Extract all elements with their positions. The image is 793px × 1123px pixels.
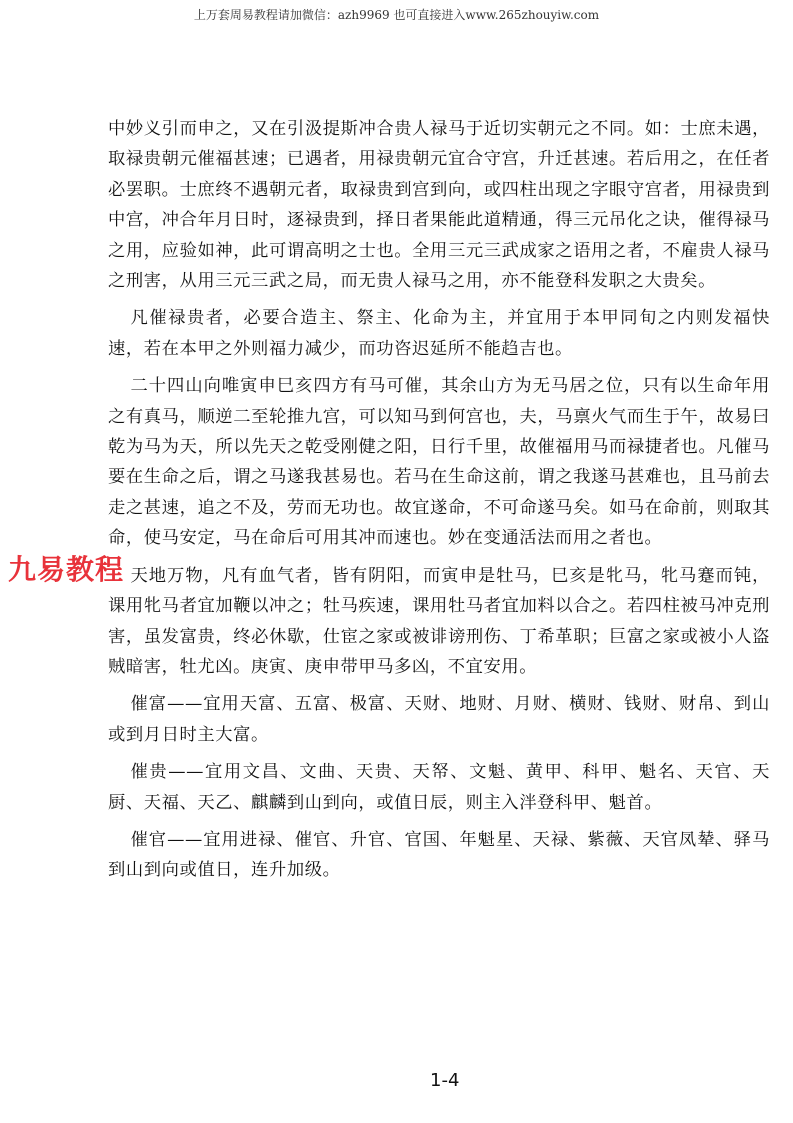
- paragraph-3: 二十四山向唯寅申巳亥四方有马可催，其余山方为无马居之位，只有以生命年用之有真马，顺逆二至轮推九宫，可以知马到何宫也，夫，马禀火气而生于午，故易曰乾为马为天，所以先天之乾受刚健之阳，日行千里，故催福用马而禄捷者也。凡催马要在生命之后，谓之马遂我甚易也。若马在生命这前，谓之我遂马甚难也，且马前去走之甚速，追之不及，劳而无功也。故宜遂命，不可命遂马矣。如马在命前，则取其命，使马安定，马在命后可用其冲而速也。妙在变通活法而用之者也。: [108, 376, 770, 549]
- page-number: 1-4: [430, 1070, 460, 1091]
- paragraph-7: 催官——宜用进禄、催官、升官、官国、年魁星、天禄、紫薇、天官凤辇、驿马到山到向或值日，连升加级。: [108, 829, 770, 881]
- paragraph-2: 凡催禄贵者，必要合造主、祭主、化命为主，并宜用于本甲同旬之内则发福快速，若在本甲之外则福力减少，而功咨迟延所不能趋吉也。: [108, 308, 770, 359]
- paragraph-4: 天地万物，凡有血气者，皆有阴阳，而寅申是牡马，巳亥是牝马，牝马蹇而钝，课用牝马者宜加鞭以冲之；牡马疾速，课用牡马者宜加料以合之。若四柱被马冲克刑害，虽发富贵，终必休歇，仕宦之家或被诽谤刑伤、丁希革职；巨富之家或被小人盗贼暗害，牡尤凶。庚寅、庚申带甲马多凶，不宜安用。: [108, 565, 770, 677]
- paragraph-1: 中妙义引而申之，又在引汲提斯冲合贵人禄马于近切实朝元之不同。如：士庶未遇，取禄贵朝元催福甚速；已遇者，用禄贵朝元宜合守宫，升迁甚速。若后用之，在任者必罢职。士庶终不遇朝元者，取禄贵到宫到向，或四柱出现之字眼守宫者，用禄贵到中宫，冲合年月日时，逐禄贵到，择日者果能此道精通，得三元吊化之诀，催得禄马之用，应验如神，此可谓高明之士也。全用三元三武成家之语用之者，不雇贵人禄马之刑害，从用三元三武之局，而无贵人禄马之用，亦不能登科发职之大贵矣。: [108, 119, 770, 292]
- watermark-logo: 九易教程: [8, 553, 125, 586]
- document-body: [108, 114, 770, 893]
- page-header: 上万套周易教程请加微信：azh9969 也可直接进入www.265zhouyiw.com: [193, 8, 600, 22]
- paragraph-6: 催贵——宜用文昌、文曲、天贵、天帑、文魁、黄甲、科甲、魁名、天官、天厨、天福、天乙、麒麟到山到向，或值日辰，则主入泮登科甲、魁首。: [108, 762, 770, 813]
- paragraph-5: 催富——宜用天富、五富、极富、天财、地财、月财、横财、钱财、财帛、到山或到月日时主大富。: [108, 694, 770, 745]
